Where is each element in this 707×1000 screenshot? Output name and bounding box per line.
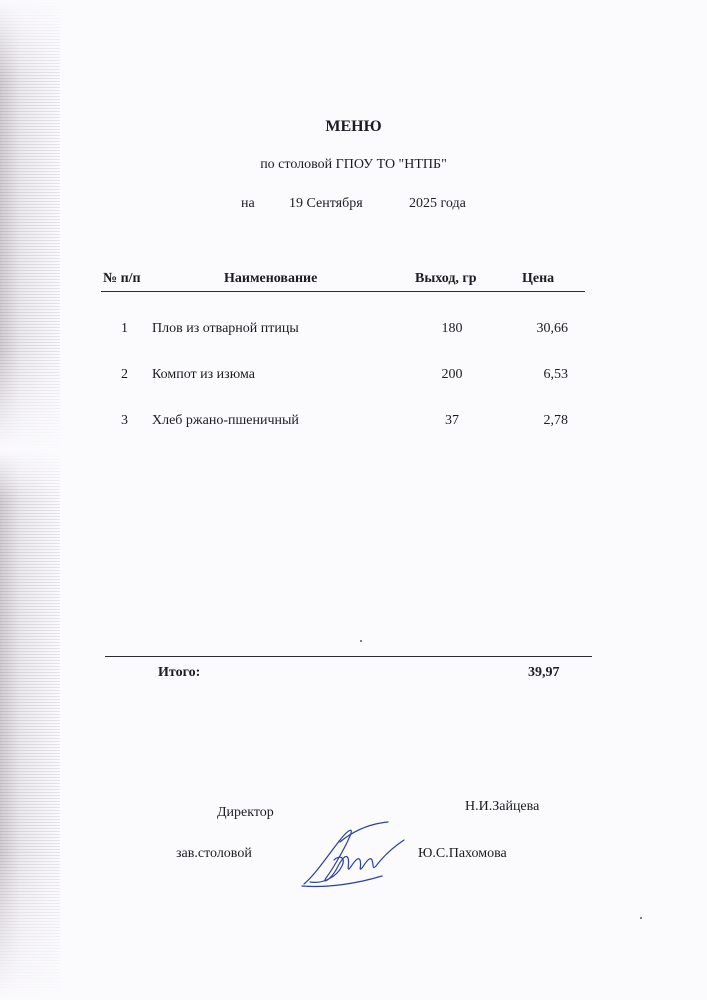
page-subtitle: по столовой ГПОУ ТО "НТПБ" (260, 157, 447, 172)
row-output: 200 (441, 367, 463, 382)
column-header-price: Цена (522, 271, 555, 286)
row-price: 30,66 (536, 321, 568, 336)
director-name: Н.И.Зайцева (465, 799, 540, 814)
date-prefix: на (241, 196, 255, 211)
row-name: Компот из изюма (152, 367, 255, 382)
scan-edge-shadow (0, 0, 60, 1000)
table-row (0, 321, 707, 343)
row-number: 1 (121, 321, 128, 336)
row-number: 2 (121, 367, 128, 382)
row-output: 180 (441, 321, 463, 336)
total-value: 39,97 (528, 665, 560, 680)
total-divider (105, 656, 592, 657)
row-name: Плов из отварной птицы (152, 321, 299, 336)
scan-speck (640, 917, 642, 919)
table-row (0, 367, 707, 389)
row-name: Хлеб ржано-пшеничный (152, 413, 299, 428)
date-day-month: 19 Сентября (289, 196, 363, 211)
total-label: Итого: (158, 665, 201, 680)
handwritten-signature (296, 818, 416, 890)
column-header-number: № п/п (103, 271, 141, 286)
row-output: 37 (445, 413, 459, 428)
row-number: 3 (121, 413, 128, 428)
director-label: Директор (217, 805, 274, 820)
header-divider (101, 291, 585, 292)
canteen-head-label: зав.столовой (176, 846, 252, 861)
row-price: 6,53 (543, 367, 568, 382)
column-header-output: Выход, гр (415, 271, 477, 286)
canteen-head-name: Ю.С.Пахомова (418, 846, 507, 861)
row-price: 2,78 (543, 413, 568, 428)
scan-speck (360, 640, 362, 642)
column-header-name: Наименование (224, 271, 318, 286)
date-year: 2025 года (409, 196, 466, 211)
table-row (0, 413, 707, 435)
page-title: МЕНЮ (325, 118, 382, 135)
